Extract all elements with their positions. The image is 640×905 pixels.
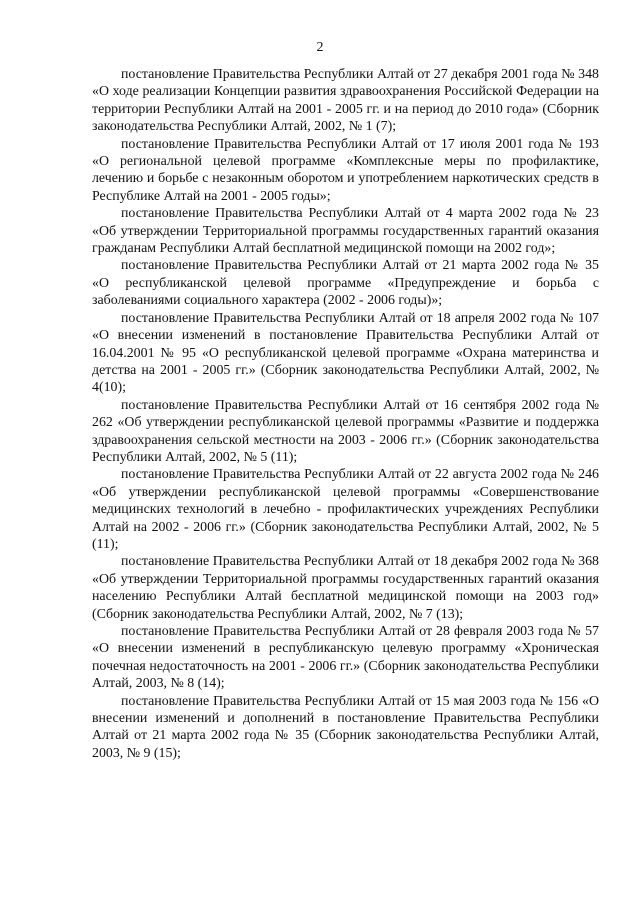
- paragraph-5: постановление Правительства Республики Алтай от 18 апреля 2002 года № 107 «О внесении изменений в постановление Правительства Республики Алтай от 16.04.2001 № 95 «О республиканской целевой программе «Охрана материнства и детства на 2001 - 2005 гг.» (Сборник законодательства Республики Алтай, 2002, № 4(10);: [92, 310, 599, 396]
- paragraph-9: постановление Правительства Республики Алтай от 28 февраля 2003 года № 57 «О внесении изменений в республиканскую целевую программу «Хроническая почечная недостаточность на 2001 - 2006 гг.» (Сборник законодательства Республики Алтай, 2003, № 8 (14);: [92, 624, 599, 692]
- page-number: 2: [316, 40, 324, 55]
- paragraph-1: постановление Правительства Республики Алтай от 27 декабря 2001 года № 348 «О ходе реализации Концепции развития здравоохранения Российской Федерации на территории Республики Алтай на 2001 - 2005 гг. и на период до 2010 года» (Сборник законодательства Республики Алтай, 2002, № 1 (7);: [92, 67, 599, 135]
- paragraph-6: постановление Правительства Республики Алтай от 16 сентября 2002 года № 262 «Об утверждении республиканской целевой программы «Развитие и поддержка здравоохранения сельской местности на 2003 - 2006 гг.» (Сборник законодательства Республики Алтай, 2002, № 5 (11);: [92, 397, 599, 465]
- paragraph-7: постановление Правительства Республики Алтай от 22 августа 2002 года № 246 «Об утверждении республиканской целевой программы «Совершенствование медицинских технологий в лечебно - профилактических учреждениях Республики Алтай на 2002 - 2006 гг.» (Сборник законодательства Республики Алтай, 2002, № 5 (11);: [92, 467, 599, 552]
- paragraph-10: постановление Правительства Республики Алтай от 15 мая 2003 года № 156 «О внесении изменений и дополнений в постановление Правительства Республики Алтай от 21 марта 2002 года № 35 (Сборник законодательства Республики Алтай, 2003, № 9 (15);: [92, 693, 599, 761]
- paragraph-4: постановление Правительства Республики Алтай от 21 марта 2002 года № 35 «О республиканской целевой программе «Предупреждение и борьба с заболеваниями социального характера (2002 - 2006 годы)»;: [92, 258, 599, 309]
- document-body: [92, 66, 599, 762]
- paragraph-2: постановление Правительства Республики Алтай от 17 июля 2001 года № 193 «О региональной целевой программе «Комплексные меры по профилактике, лечению и борьбе с незаконным оборотом и употреблением наркотических средств в Республике Алтай на 2001 - 2005 годы»;: [92, 136, 599, 204]
- paragraph-3: постановление Правительства Республики Алтай от 4 марта 2002 года № 23 «Об утверждении Территориальной программы государственных гарантий оказания гражданам Республики Алтай бесплатной медицинской помощи на 2002 год»;: [92, 206, 599, 257]
- paragraph-8: постановление Правительства Республики Алтай от 18 декабря 2002 года № 368 «Об утверждении Территориальной программы государственных гарантий оказания населению Республики Алтай бесплатной медицинской помощи на 2003 год» (Сборник законодательства Республики Алтай, 2002, № 7 (13);: [92, 554, 599, 622]
